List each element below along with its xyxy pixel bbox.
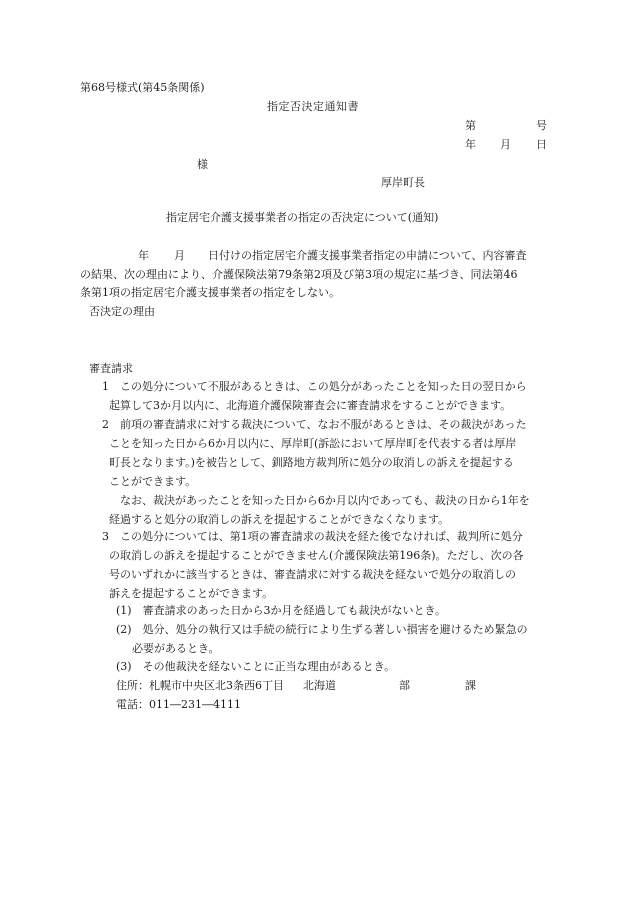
addressee-suffix: 様	[197, 158, 208, 171]
reason-label: 否決定の理由	[89, 305, 155, 318]
form-label: 第68号様式(第45条関係)	[80, 81, 205, 94]
review-sub-2-line: 必要があるとき。	[132, 642, 220, 655]
address-org: 北海道	[303, 679, 336, 692]
date-year: 年	[465, 138, 476, 151]
address-label: 住所：札幌市中央区北3条西6丁目	[116, 679, 284, 692]
review-item-1-line: 1 この処分について不服があるときは、この処分があったことを知った日の翌日から	[102, 380, 527, 393]
review-item-2-line: ことを知った日から6か月以内に、厚岸町(訴訟において厚岸町を代表する者は厚岸	[109, 437, 517, 450]
review-sub-1: (1) 審査請求のあった日から3か月を経過しても裁決がないとき。	[116, 604, 447, 617]
number-prefix: 第	[465, 119, 476, 132]
body-date-month: 月	[174, 249, 185, 262]
review-item-2-line: 経過すると処分の取消しの訴えを提起することができなくなります。	[109, 513, 450, 526]
review-item-2-line: ことができます。	[109, 475, 197, 488]
document-title: 指定否決定通知書	[267, 100, 359, 113]
body-line-3: 条第1項の指定居宅介護支援事業者の指定をしない。	[80, 286, 340, 299]
review-item-3-line: の取消しの訴えを提起することができません(介護保険法第196条)。ただし、次の各	[109, 549, 524, 562]
number-suffix: 号	[536, 119, 547, 132]
review-item-3-line: 号のいずれかに該当するときは、審査請求に対する裁決を経ないで処分の取消しの	[109, 568, 516, 581]
body-line-2: の結果、次の理由により、介護保険法第79条第2項及び第3項の規定に基づき、同法第46	[80, 268, 518, 281]
review-item-2-line: 町長となります。)を被告として、釧路地方裁判所に処分の取消しの訴えを提起する	[109, 456, 514, 469]
review-sub-2	[116, 623, 528, 661]
review-sub-2-line: (2) 処分、処分の執行又は手続の続行により生ずる著しい損害を避けるため緊急の	[116, 623, 528, 636]
address-line	[116, 679, 476, 693]
review-item-1	[102, 380, 527, 418]
phone-line: 電話：011―231―4111	[116, 698, 241, 711]
review-item-3-line: 3 この処分については、第1項の審査請求の裁決を経た後でなければ、裁判所に処分	[102, 530, 523, 543]
review-sub-3: (3) その他裁決を経ないことに正当な理由があるとき。	[116, 660, 396, 673]
subject-line: 指定居宅介護支援事業者の指定の否決定について(通知)	[166, 211, 439, 224]
date-month: 月	[500, 138, 511, 151]
review-item-3	[102, 530, 524, 606]
address-section: 課	[465, 679, 476, 692]
review-item-2-line: 2 前項の審査請求に対する裁決について、なお不服があるときは、その裁決があった	[102, 418, 527, 431]
address-dept: 部	[399, 679, 410, 692]
review-heading: 審査請求	[89, 362, 133, 375]
date-day: 日	[536, 138, 547, 151]
review-item-3-line: 訴えを提起することができます。	[109, 587, 274, 600]
issuer-name: 厚岸町長	[381, 176, 425, 189]
review-item-2-line: なお、裁決があったことを知った日から6か月以内であっても、裁決の日から1年を	[120, 494, 530, 507]
body-date-year: 年	[138, 249, 149, 262]
review-item-2	[102, 418, 530, 532]
body-line-1: 日付けの指定居宅介護支援事業者指定の申請について、内容審査	[208, 249, 527, 262]
review-item-1-line: 起算して3か月以内に、北海道介護保険審査会に審査請求をすることができます。	[109, 399, 512, 412]
